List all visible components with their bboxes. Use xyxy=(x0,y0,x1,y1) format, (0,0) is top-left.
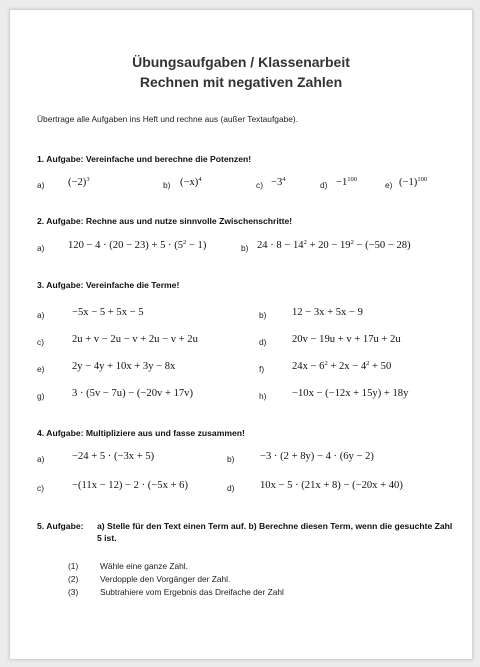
task5-lead: 5. Aufgabe: xyxy=(37,521,84,531)
task3-c-label: c) xyxy=(37,337,44,347)
task3-e-label: e) xyxy=(37,364,45,374)
task3-a-label: a) xyxy=(37,310,45,320)
task2-b-label: b) xyxy=(241,243,249,253)
task1-c-label: c) xyxy=(256,180,263,190)
task3-heading: 3. Aufgabe: Vereinfache die Terme! xyxy=(37,280,180,290)
page-title: Übungsaufgaben / Klassenarbeit xyxy=(132,54,350,70)
task1-heading: 1. Aufgabe: Vereinfache und berechne die Potenzen! xyxy=(37,154,252,164)
task1-e-label: e) xyxy=(385,180,393,190)
page-subtitle: Rechnen mit negativen Zahlen xyxy=(139,74,343,90)
task2-a-expr: $120 - 4 \cdot (20 - 23) + 5 \cdot (5^2 - 1)$ xyxy=(68,239,207,251)
task5-heading-text: a) Stelle für den Text einen Term auf. b) Berechne diesen Term, wenn die gesuchte Zahl 5 ist. xyxy=(97,521,453,543)
task3-f-label: f) xyxy=(259,364,265,374)
task4-d-label: d) xyxy=(227,483,235,493)
task4-d-expr: 10x − 5 · (21x + 8) − (−20x + 40) xyxy=(260,480,403,491)
task5-step3-text: Subtrahiere vom Ergebnis das Dreifache der Zahl xyxy=(100,587,284,597)
worksheet-page xyxy=(9,9,473,660)
task4-b-label: b) xyxy=(227,454,235,464)
task1-c-expr: $-3^4$ xyxy=(271,176,286,188)
task3-d-expr: 20v − 19u + v + 17u + 2u xyxy=(292,334,401,345)
task1-e-expr: $(-1)^{100}$ xyxy=(399,176,428,188)
task1-a-label: a) xyxy=(37,180,45,190)
task1-a-expr: $(-2)^3$ xyxy=(68,176,90,188)
task3-g-label: g) xyxy=(37,391,45,401)
task5-step2-num: (2) xyxy=(68,574,79,584)
task1-d-label: d) xyxy=(320,180,328,190)
task1-d-expr: $-1^{100}$ xyxy=(336,176,358,188)
task3-d-label: d) xyxy=(259,337,267,347)
task1-b-label: b) xyxy=(163,180,171,190)
task4-a-label: a) xyxy=(37,454,45,464)
task5-heading xyxy=(37,520,457,543)
task3-b-expr: 12 − 3x + 5x − 9 xyxy=(292,307,363,318)
task5-step3-num: (3) xyxy=(68,587,79,597)
task3-b-label: b) xyxy=(259,310,267,320)
task1-b-expr: $(-x)^4$ xyxy=(180,176,202,188)
task4-a-expr: −24 + 5 · (−3x + 5) xyxy=(72,451,155,462)
task5-step1-text: Wähle eine ganze Zahl. xyxy=(100,561,188,571)
task3-f-expr: $24x - 6^2 + 2x - 4^2 + 50$ xyxy=(292,360,392,372)
task2-a-label: a) xyxy=(37,243,45,253)
task4-c-label: c) xyxy=(37,483,44,493)
task5-step2-text: Verdopple den Vorgänger der Zahl. xyxy=(100,574,231,584)
task3-e-expr: 2y − 4y + 10x + 3y − 8x xyxy=(72,361,176,372)
task5-step1-num: (1) xyxy=(68,561,79,571)
instruction-text: Übertrage alle Aufgaben ins Heft und rechne aus (außer Textaufgabe). xyxy=(37,114,299,124)
task3-h-expr: −10x − (−12x + 15y) + 18y xyxy=(292,388,409,399)
task3-c-expr: 2u + v − 2u − v + 2u − v + 2u xyxy=(72,334,198,345)
task4-c-expr: −(11x − 12) − 2 · (−5x + 6) xyxy=(72,480,188,491)
task4-heading: 4. Aufgabe: Multipliziere aus und fasse zusammen! xyxy=(37,428,245,438)
task3-g-expr: 3 · (5v − 7u) − (−20v + 17v) xyxy=(72,388,193,399)
task4-b-expr: −3 · (2 + 8y) − 4 · (6y − 2) xyxy=(260,451,374,462)
task2-b-expr: $24 \cdot 8 - 14^2 + 20 - 19^2 - (-50 - 28)$ xyxy=(257,239,411,251)
task3-h-label: h) xyxy=(259,391,267,401)
task3-a-expr: −5x − 5 + 5x − 5 xyxy=(72,307,144,318)
task2-heading: 2. Aufgabe: Rechne aus und nutze sinnvolle Zwischenschritte! xyxy=(37,216,293,226)
